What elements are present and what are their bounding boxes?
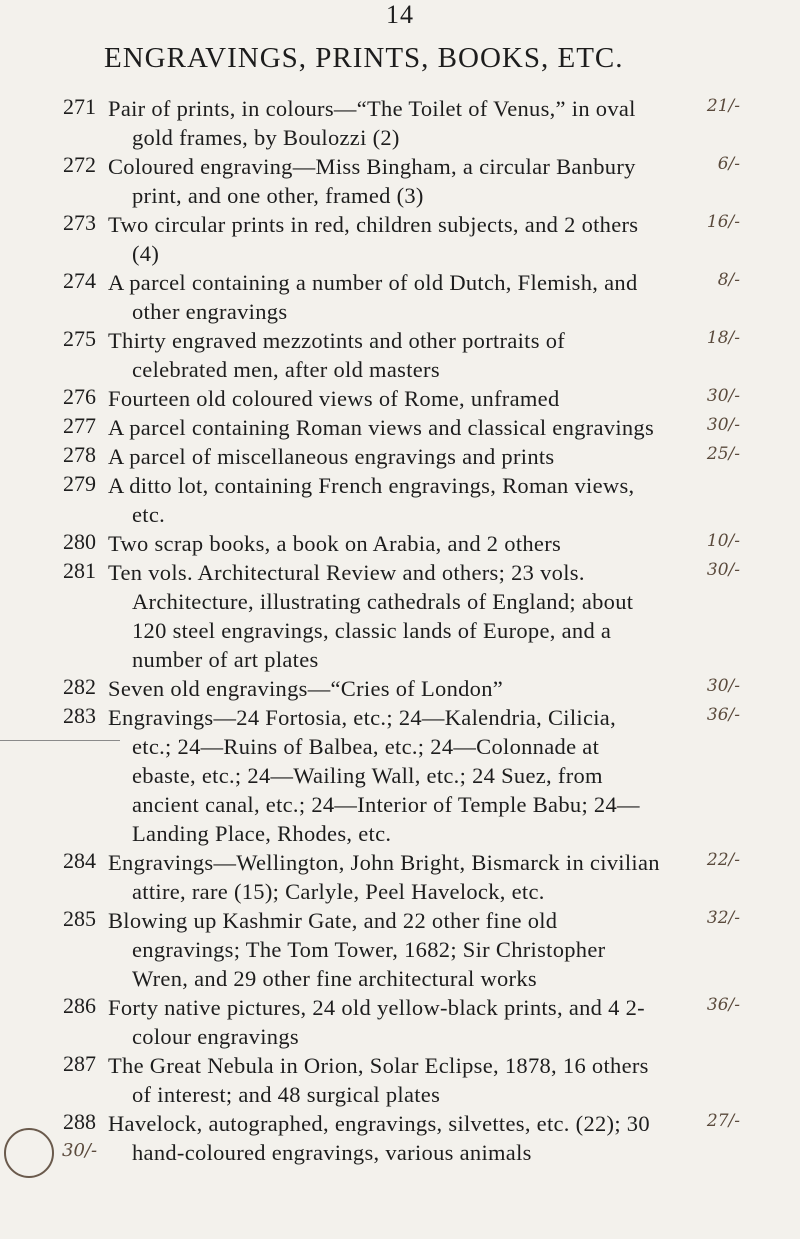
page-title: ENGRAVINGS, PRINTS, BOOKS, ETC. (104, 42, 624, 74)
margin-note: 30/- (62, 1140, 98, 1161)
price-annotation: 32/- (706, 908, 740, 928)
lot-number: 282 (63, 674, 96, 699)
price-annotation: 30/- (706, 676, 740, 696)
lot-description: Forty native pictures, 24 old yellow-black prints, and 4 2-colour engravings (108, 995, 645, 1049)
lot-entry (0, 529, 800, 558)
lot-description: The Great Nebula in Orion, Solar Eclipse, 1878, 16 others of interest; and 48 surgical plates (108, 1053, 649, 1107)
lot-description: A ditto lot, containing French engravings, Roman views, etc. (108, 473, 635, 527)
price-annotation: 18/- (706, 328, 740, 348)
margin-rule (0, 740, 120, 741)
lot-number: 271 (63, 94, 96, 119)
lot-entry (0, 152, 800, 210)
lot-description: Engravings—24 Fortosia, etc.; 24—Kalendria, Cilicia, etc.; 24—Ruins of Balbea, etc.; 24—Colonnade at ebaste, etc.; 24—Wailing Wall, etc.; 24 Suez, from ancient canal, etc.; 24—Interior of Temple Babu; 24—Landing Place, Rhodes, etc. (108, 705, 640, 846)
lot-list (0, 94, 800, 1167)
price-annotation: 36/- (706, 995, 740, 1015)
lot-entry (0, 413, 800, 442)
lot-description: Pair of prints, in colours—“The Toilet of Venus,” in oval gold frames, by Boulozzi (2) (108, 96, 636, 150)
lot-number: 273 (63, 210, 96, 235)
lot-entry (0, 384, 800, 413)
lot-entry (0, 326, 800, 384)
lot-number: 279 (63, 471, 96, 496)
lot-entry (0, 848, 800, 906)
lot-entry (0, 471, 800, 529)
lot-entry (0, 674, 800, 703)
price-annotation: 6/- (717, 154, 740, 174)
lot-number: 286 (63, 993, 96, 1018)
lot-description: Blowing up Kashmir Gate, and 22 other fine old engravings; The Tom Tower, 1682; Sir Christopher Wren, and 29 other fine architectural works (108, 908, 606, 991)
lot-number: 281 (63, 558, 96, 583)
lot-description: Two scrap books, a book on Arabia, and 2 others (108, 531, 562, 556)
price-annotation: 21/- (706, 96, 740, 116)
lot-number: 287 (63, 1051, 96, 1076)
lot-entry (0, 1109, 800, 1167)
lot-description: Havelock, autographed, engravings, silvettes, etc. (22); 30 hand-coloured engravings, various animals (108, 1111, 650, 1165)
lot-number: 272 (63, 152, 96, 177)
lot-description: Two circular prints in red, children subjects, and 2 others (4) (108, 212, 639, 266)
price-annotation: 27/- (706, 1111, 740, 1131)
price-annotation: 30/- (706, 560, 740, 580)
price-annotation: 30/- (706, 386, 740, 406)
lot-entry (0, 906, 800, 993)
lot-description: Engravings—Wellington, John Bright, Bismarck in civilian attire, rare (15); Carlyle, Peel Havelock, etc. (108, 850, 660, 904)
price-annotation: 10/- (706, 531, 740, 551)
lot-number: 275 (63, 326, 96, 351)
lot-description: Seven old engravings—“Cries of London” (108, 676, 504, 701)
price-annotation: 8/- (717, 270, 740, 290)
lot-entry (0, 268, 800, 326)
lot-number: 283 (63, 703, 96, 728)
lot-description: Coloured engraving—Miss Bingham, a circular Banbury print, and one other, framed (3) (108, 154, 636, 208)
lot-number: 278 (63, 442, 96, 467)
lot-entry (0, 993, 800, 1051)
price-annotation: 16/- (706, 212, 740, 232)
lot-number: 274 (63, 268, 96, 293)
lot-description: Fourteen old coloured views of Rome, unframed (108, 386, 560, 411)
lot-entry (0, 703, 800, 848)
lot-description: Ten vols. Architectural Review and others; 23 vols. Architecture, illustrating cathedrals of England; about 120 steel engravings, classic lands of Europe, and a number of art plates (108, 560, 634, 672)
lot-entry (0, 94, 800, 152)
lot-number: 288 (63, 1109, 96, 1134)
lot-entry (0, 442, 800, 471)
price-annotation: 36/- (706, 705, 740, 725)
lot-number: 285 (63, 906, 96, 931)
lot-entry (0, 210, 800, 268)
lot-entry (0, 1051, 800, 1109)
lot-description: Thirty engraved mezzotints and other portraits of celebrated men, after old masters (108, 328, 566, 382)
lot-number: 276 (63, 384, 96, 409)
lot-description: A parcel of miscellaneous engravings and prints (108, 444, 555, 469)
lot-number: 277 (63, 413, 96, 438)
lot-description: A parcel containing Roman views and classical engravings (108, 415, 655, 440)
lot-number: 284 (63, 848, 96, 873)
price-annotation: 30/- (706, 415, 740, 435)
margin-circle-mark (4, 1128, 54, 1178)
price-annotation: 25/- (706, 444, 740, 464)
lot-entry (0, 558, 800, 674)
page-number: 14 (386, 0, 414, 29)
lot-description: A parcel containing a number of old Dutch, Flemish, and other engravings (108, 270, 638, 324)
lot-number: 280 (63, 529, 96, 554)
price-annotation: 22/- (706, 850, 740, 870)
